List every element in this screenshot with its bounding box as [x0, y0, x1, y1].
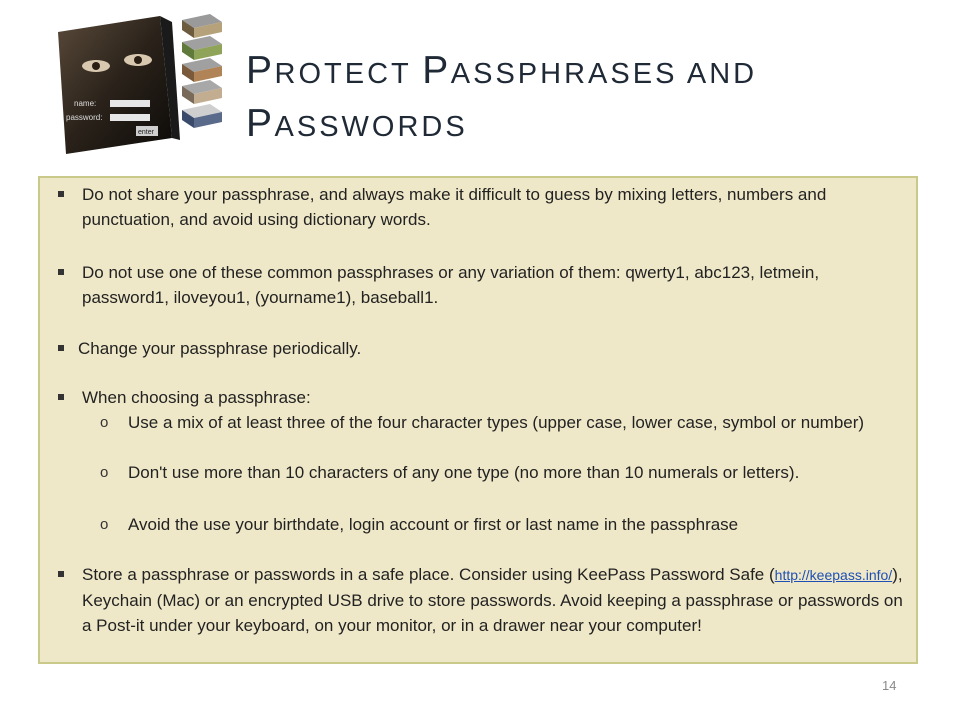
sub-bullet-text: Avoid the use your birthdate, login account or first or last name in the passphrase	[128, 515, 739, 534]
bullet-text-part2: ), Keychain (Mac) or an encrypted USB drive to store passwords. Avoid keeping a passphrase or passwords on a Post-it under your keyboard, on your monitor, or in a drawer near your computer!	[82, 565, 903, 635]
title-word-passwords: ASSWORDS	[274, 111, 468, 143]
logo-enter-button-label: enter	[138, 129, 154, 136]
bullet-square-icon	[58, 345, 64, 351]
sub-bullet-text: Use a mix of at least three of the four character types (upper case, lower case, symbol or number)	[128, 413, 865, 432]
sub-bullet-marker: o	[100, 516, 109, 533]
bullet-item	[58, 562, 906, 638]
title-word-passphrases-and: ASSPHRASES AND	[450, 58, 758, 90]
bullet-item	[58, 336, 906, 361]
bullet-square-icon	[58, 269, 64, 275]
bullet-square-icon	[58, 191, 64, 197]
sub-bullet-item	[100, 410, 908, 435]
bullet-square-icon	[58, 394, 64, 400]
title-cap-p2: P	[422, 49, 451, 92]
bullet-item	[58, 260, 906, 310]
bullet-text	[82, 562, 906, 638]
logo-password-label: password:	[66, 113, 103, 122]
bullet-text-part1: Store a passphrase or passwords in a safe place. Consider using KeePass Password Safe (	[82, 565, 775, 584]
sub-bullet-item	[100, 460, 908, 485]
title-cap-p1: P	[246, 49, 275, 92]
bullet-text: Do not share your passphrase, and always make it difficult to guess by mixing letters, numbers and punctuation, and avoid using dictionary words.	[82, 185, 827, 229]
bullet-text: Do not use one of these common passphrases or any variation of them: qwerty1, abc123, letmein, password1, iloveyou1, (yourname1), baseball1.	[82, 263, 820, 307]
login-book-image	[52, 14, 184, 156]
page-number: 14	[882, 678, 897, 693]
sub-bullet-marker: o	[100, 414, 109, 431]
bullet-square-icon	[58, 571, 64, 577]
content-box	[38, 176, 918, 664]
logo-name-label: name:	[74, 99, 97, 108]
keepass-link[interactable]: http://keepass.info/	[774, 567, 893, 583]
sub-bullet-item	[100, 512, 908, 537]
slide-title	[246, 46, 926, 152]
sub-bullet-marker: o	[100, 464, 109, 481]
sub-bullet-text: Don't use more than 10 characters of any one type (no more than 10 numerals or letters).	[128, 463, 800, 482]
bullet-item	[58, 385, 906, 410]
bullet-item	[58, 182, 906, 232]
bullet-text: When choosing a passphrase:	[82, 388, 311, 407]
bullet-text: Change your passphrase periodically.	[78, 339, 362, 358]
binder-rings-image	[176, 14, 226, 144]
title-word-protect: ROTECT	[274, 58, 423, 90]
title-cap-p3: P	[246, 102, 275, 145]
